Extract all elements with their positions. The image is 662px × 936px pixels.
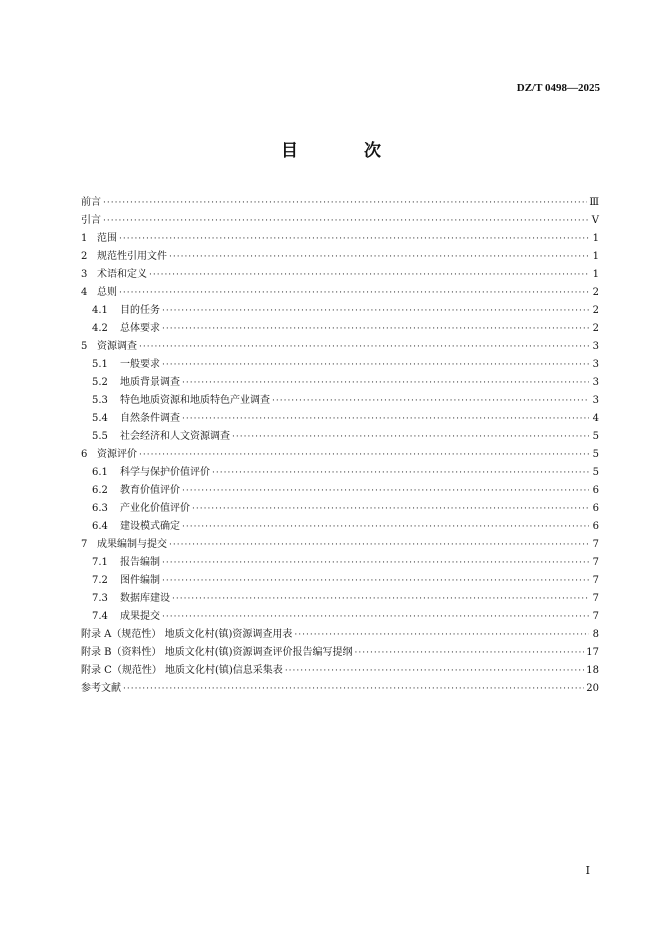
toc-entry-number: 4.1 bbox=[92, 305, 108, 316]
toc-leader-dots bbox=[162, 302, 589, 320]
toc-entry-page: Ⅴ bbox=[591, 215, 599, 226]
toc-entry-page: 5 bbox=[592, 431, 599, 442]
toc-entry-number: 7.3 bbox=[92, 593, 108, 604]
toc-entry-number: 4 bbox=[81, 287, 88, 298]
toc-entry-label: 总体要求 bbox=[120, 323, 160, 334]
toc-entry-label: 引言 bbox=[81, 215, 101, 226]
toc-leader-dots bbox=[119, 230, 589, 248]
toc-entry-label: 特色地质资源和地质特色产业调查 bbox=[120, 395, 270, 406]
toc-entry-page: 2 bbox=[592, 287, 599, 298]
toc-entry-page: 2 bbox=[592, 305, 599, 316]
toc-leader-dots bbox=[162, 356, 589, 374]
toc-leader-dots bbox=[285, 662, 584, 680]
toc-entry[interactable] bbox=[81, 392, 599, 410]
toc-entry-label: 前言 bbox=[81, 197, 101, 208]
toc-leader-dots bbox=[139, 338, 589, 356]
toc-entry-page: 2 bbox=[592, 323, 599, 334]
toc-entry-page: 4 bbox=[592, 413, 599, 424]
toc-entry-page: 7 bbox=[592, 539, 599, 550]
toc-leader-dots bbox=[272, 392, 589, 410]
toc-entry-number: 5.4 bbox=[92, 413, 108, 424]
toc-entry-number: 6.4 bbox=[92, 521, 108, 532]
toc-entry-label: 一般要求 bbox=[120, 359, 160, 370]
toc-entry-number: 7.2 bbox=[92, 575, 108, 586]
standard-code: DZ/T 0498—2025 bbox=[516, 82, 600, 94]
toc-entry-number: 5.3 bbox=[92, 395, 108, 406]
toc-entry-label: 附录 B（资料性） 地质文化村(镇)资源调查评价报告编写提纲 bbox=[81, 647, 353, 658]
toc-leader-dots bbox=[355, 644, 585, 662]
toc-entry-number: 6.2 bbox=[92, 485, 108, 496]
toc-entry-number: 5 bbox=[81, 341, 88, 352]
toc-entry[interactable] bbox=[81, 356, 599, 374]
toc-entry-number: 6 bbox=[81, 449, 88, 460]
toc-entry[interactable] bbox=[81, 680, 599, 698]
toc-entry-page: 7 bbox=[592, 593, 599, 604]
toc-entry-label: 资源调查 bbox=[97, 341, 137, 352]
toc-entry-number: 6.3 bbox=[92, 503, 108, 514]
toc-entry-label: 报告编制 bbox=[120, 557, 160, 568]
toc-entry-number: 7.4 bbox=[92, 611, 108, 622]
toc-leader-dots bbox=[182, 518, 589, 536]
toc-entry-page: 7 bbox=[592, 557, 599, 568]
toc-entry-label: 图件编制 bbox=[120, 575, 160, 586]
toc-entry-label: 范围 bbox=[97, 233, 117, 244]
toc-entry[interactable] bbox=[81, 608, 599, 626]
toc-entry-page: 18 bbox=[586, 665, 599, 676]
toc-entry-label: 附录 A（规范性） 地质文化村(镇)资源调查用表 bbox=[81, 629, 293, 640]
toc-entry-label: 术语和定义 bbox=[97, 269, 147, 280]
toc-entry-page: 3 bbox=[592, 377, 599, 388]
toc-leader-dots bbox=[169, 248, 589, 266]
toc-entry-page: 1 bbox=[592, 251, 599, 262]
toc-entry[interactable] bbox=[81, 446, 599, 464]
toc-entry-page: 5 bbox=[592, 449, 599, 460]
toc-entry[interactable] bbox=[81, 302, 599, 320]
toc-entry-number: 3 bbox=[81, 269, 88, 280]
toc-entry-label: 规范性引用文件 bbox=[97, 251, 167, 262]
toc-entry-number: 5.5 bbox=[92, 431, 108, 442]
toc-entry[interactable] bbox=[81, 284, 599, 302]
toc-entry[interactable] bbox=[81, 320, 599, 338]
toc-entry[interactable] bbox=[81, 194, 599, 212]
toc-entry-page: 3 bbox=[592, 395, 599, 406]
toc-entry-number: 2 bbox=[81, 251, 88, 262]
toc-entry-page: 7 bbox=[592, 611, 599, 622]
toc-entry-label: 科学与保护价值评价 bbox=[120, 467, 210, 478]
toc-leader-dots bbox=[212, 464, 589, 482]
toc-entry-label: 自然条件调查 bbox=[120, 413, 180, 424]
toc-entry-label: 建设模式确定 bbox=[120, 521, 180, 532]
toc-entry-page: 3 bbox=[592, 359, 599, 370]
toc-entry[interactable] bbox=[81, 626, 599, 644]
toc-leader-dots bbox=[294, 626, 589, 644]
toc-entry[interactable] bbox=[81, 266, 599, 284]
toc-entry[interactable] bbox=[81, 644, 599, 662]
toc-entry[interactable] bbox=[81, 536, 599, 554]
toc-entry-page: Ⅲ bbox=[589, 197, 599, 208]
toc-entry-page: 1 bbox=[592, 269, 599, 280]
page-title: 目 次 bbox=[281, 141, 411, 161]
toc-entry-number: 5.2 bbox=[92, 377, 108, 388]
toc-entry-label: 产业化价值评价 bbox=[120, 503, 190, 514]
toc-entry-label: 社会经济和人文资源调查 bbox=[120, 431, 230, 442]
toc-leader-dots bbox=[169, 536, 589, 554]
toc-entry-label: 成果编制与提交 bbox=[97, 539, 167, 550]
toc-entry-label: 参考文献 bbox=[81, 683, 121, 694]
toc-entry[interactable] bbox=[81, 662, 599, 680]
toc-entry-page: 5 bbox=[592, 467, 599, 478]
toc-entry-label: 目的任务 bbox=[120, 305, 160, 316]
toc-entry[interactable] bbox=[81, 518, 599, 536]
toc-entry-label: 附录 C（规范性） 地质文化村(镇)信息采集表 bbox=[81, 665, 283, 676]
page-number: I bbox=[585, 864, 590, 877]
toc-entry-number: 4.2 bbox=[92, 323, 108, 334]
toc-entry-page: 17 bbox=[586, 647, 599, 658]
toc-leader-dots bbox=[119, 284, 589, 302]
toc-entry-page: 6 bbox=[592, 485, 599, 496]
toc-leader-dots bbox=[103, 194, 587, 212]
toc-entry[interactable] bbox=[81, 374, 599, 392]
toc-leader-dots bbox=[182, 410, 589, 428]
toc-entry-page: 3 bbox=[592, 341, 599, 352]
toc-entry-page: 7 bbox=[592, 575, 599, 586]
toc-entry-label: 成果提交 bbox=[120, 611, 160, 622]
toc-entry-number: 1 bbox=[81, 233, 88, 244]
toc-entry[interactable] bbox=[81, 572, 599, 590]
toc-entry[interactable] bbox=[81, 212, 599, 230]
toc-leader-dots bbox=[162, 572, 589, 590]
toc-entry-label: 资源评价 bbox=[97, 449, 137, 460]
toc-entry[interactable] bbox=[81, 590, 599, 608]
toc-leader-dots bbox=[139, 446, 589, 464]
toc-leader-dots bbox=[182, 482, 589, 500]
toc-entry-page: 6 bbox=[592, 521, 599, 532]
toc-entry-page: 1 bbox=[592, 233, 599, 244]
toc-entry[interactable] bbox=[81, 554, 599, 572]
toc-entry[interactable] bbox=[81, 500, 599, 518]
toc-leader-dots bbox=[123, 680, 584, 698]
toc-entry-label: 地质背景调查 bbox=[120, 377, 180, 388]
toc-leader-dots bbox=[162, 320, 589, 338]
toc-entry-number: 7.1 bbox=[92, 557, 108, 568]
toc-entry[interactable] bbox=[81, 338, 599, 356]
toc-entry[interactable] bbox=[81, 464, 599, 482]
toc-entry[interactable] bbox=[81, 482, 599, 500]
toc-entry-number: 7 bbox=[81, 539, 88, 550]
toc-entry[interactable] bbox=[81, 410, 599, 428]
toc-leader-dots bbox=[162, 554, 589, 572]
toc-leader-dots bbox=[149, 266, 589, 284]
toc-leader-dots bbox=[103, 212, 589, 230]
toc-entry-label: 数据库建设 bbox=[120, 593, 170, 604]
toc-entry[interactable] bbox=[81, 248, 599, 266]
toc-leader-dots bbox=[162, 608, 589, 626]
toc-leader-dots bbox=[232, 428, 589, 446]
toc-leader-dots bbox=[192, 500, 589, 518]
toc-entry[interactable] bbox=[81, 230, 599, 248]
toc-entry-page: 8 bbox=[592, 629, 599, 640]
toc-leader-dots bbox=[172, 590, 589, 608]
toc-entry-page: 20 bbox=[586, 683, 599, 694]
toc-leader-dots bbox=[182, 374, 589, 392]
toc-entry-label: 教育价值评价 bbox=[120, 485, 180, 496]
toc-entry-label: 总则 bbox=[97, 287, 117, 298]
toc-entry-page: 6 bbox=[592, 503, 599, 514]
table-of-contents bbox=[81, 194, 599, 698]
toc-entry[interactable] bbox=[81, 428, 599, 446]
toc-entry-number: 6.1 bbox=[92, 467, 108, 478]
toc-entry-number: 5.1 bbox=[92, 359, 108, 370]
